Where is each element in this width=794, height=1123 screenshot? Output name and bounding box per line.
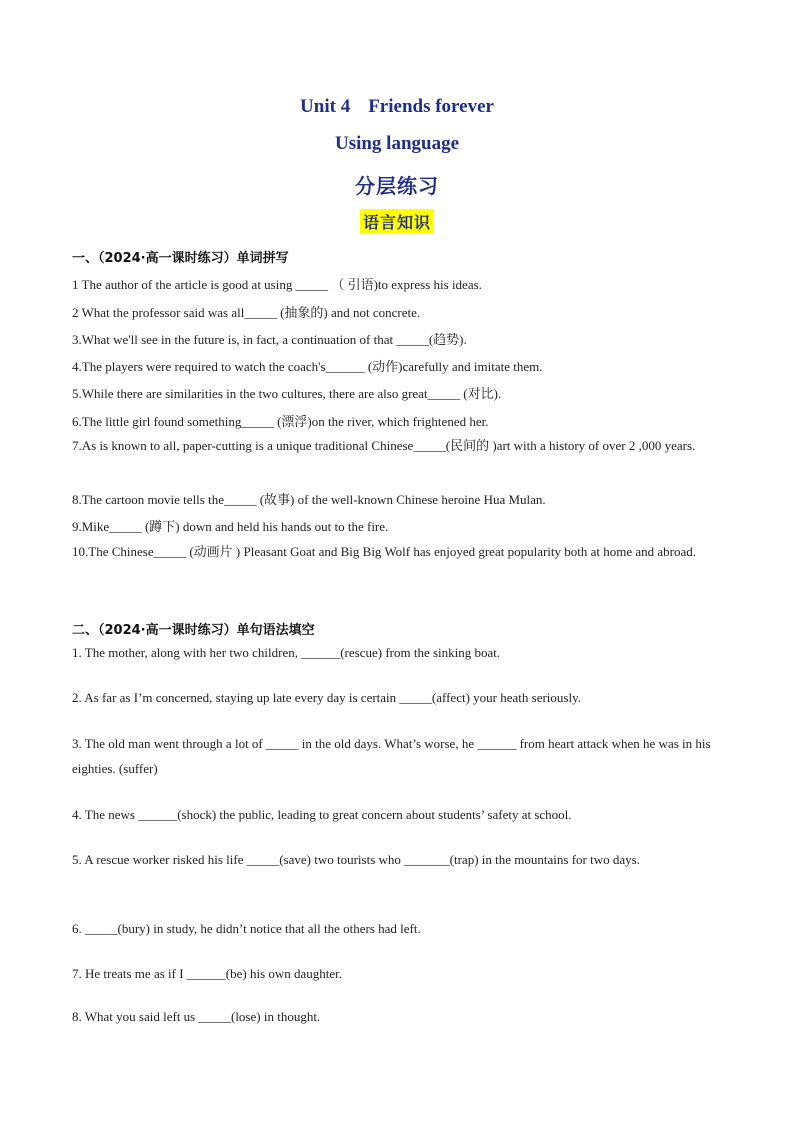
s1-item-7: 7.As is known to all, paper-cutting is a unique traditional Chinese_____(民间的 )art with a history of over 2 ,000 years. xyxy=(72,438,696,453)
s2-item-2: 2. As far as I’m concerned, staying up late every day is certain _____(affect) your heath seriously. xyxy=(72,690,581,705)
s1-item-3: 3.What we'll see in the future is, in fact, a continuation of that _____(趋势). xyxy=(72,332,467,347)
s2-item-8: 8. What you said left us _____(lose) in thought. xyxy=(72,1009,321,1024)
s2-item-1: 1. The mother, along with her two children, ______(rescue) from the sinking boat. xyxy=(72,645,501,660)
s2-item-4: 4. The news ______(shock) the public, leading to great concern about students’ safety at school. xyxy=(72,807,572,822)
s1-item-4: 4.The players were required to watch the coach's______ (动作)carefully and imitate them. xyxy=(72,359,543,374)
unit-name: Friends forever xyxy=(368,96,494,117)
knowledge-badge: 语言知识 xyxy=(360,209,434,234)
unit-number: Unit 4 xyxy=(300,96,351,117)
s2-item-7: 7. He treats me as if I ______(be) his own daughter. xyxy=(72,966,343,981)
practice-heading: 分层练习 xyxy=(355,174,439,198)
unit-title xyxy=(0,96,794,118)
lesson-subtitle: Using language xyxy=(334,133,460,154)
s1-item-9: 9.Mike_____ (蹲下) down and held his hands out to the fire. xyxy=(72,519,389,534)
s1-item-8: 8.The cartoon movie tells the_____ (故事) of the well-known Chinese heroine Hua Mulan. xyxy=(72,492,546,507)
s1-item-10: 10.The Chinese_____ (动画片 ) Pleasant Goat and Big Big Wolf has enjoyed great popularity both at home and abroad. xyxy=(72,544,697,559)
s2-item-3: 3. The old man went through a lot of _____ in the old days. What’s worse, he ______ from heart attack when he was in his eighties. (suffer) xyxy=(72,736,711,776)
s1-item-5: 5.While there are similarities in the two cultures, there are also great_____ (对比). xyxy=(72,386,502,401)
s2-item-6: 6. _____(bury) in study, he didn’t notice that all the others had left. xyxy=(72,921,421,936)
s2-item-5: 5. A rescue worker risked his life _____(save) two tourists who _______(trap) in the mountains for two days. xyxy=(72,852,640,867)
section-2-heading: 二、（2024·高一课时练习）单句语法填空 xyxy=(72,623,315,638)
s1-item-1: 1 The author of the article is good at using _____ （ 引语)to express his ideas. xyxy=(72,277,482,292)
s1-item-2: 2 What the professor said was all_____ (抽象的) and not concrete. xyxy=(72,305,421,320)
s1-item-6: 6.The little girl found something_____ (漂浮)on the river, which frightened her. xyxy=(72,414,489,429)
section-1-heading: 一、（2024·高一课时练习）单词拼写 xyxy=(72,251,289,266)
